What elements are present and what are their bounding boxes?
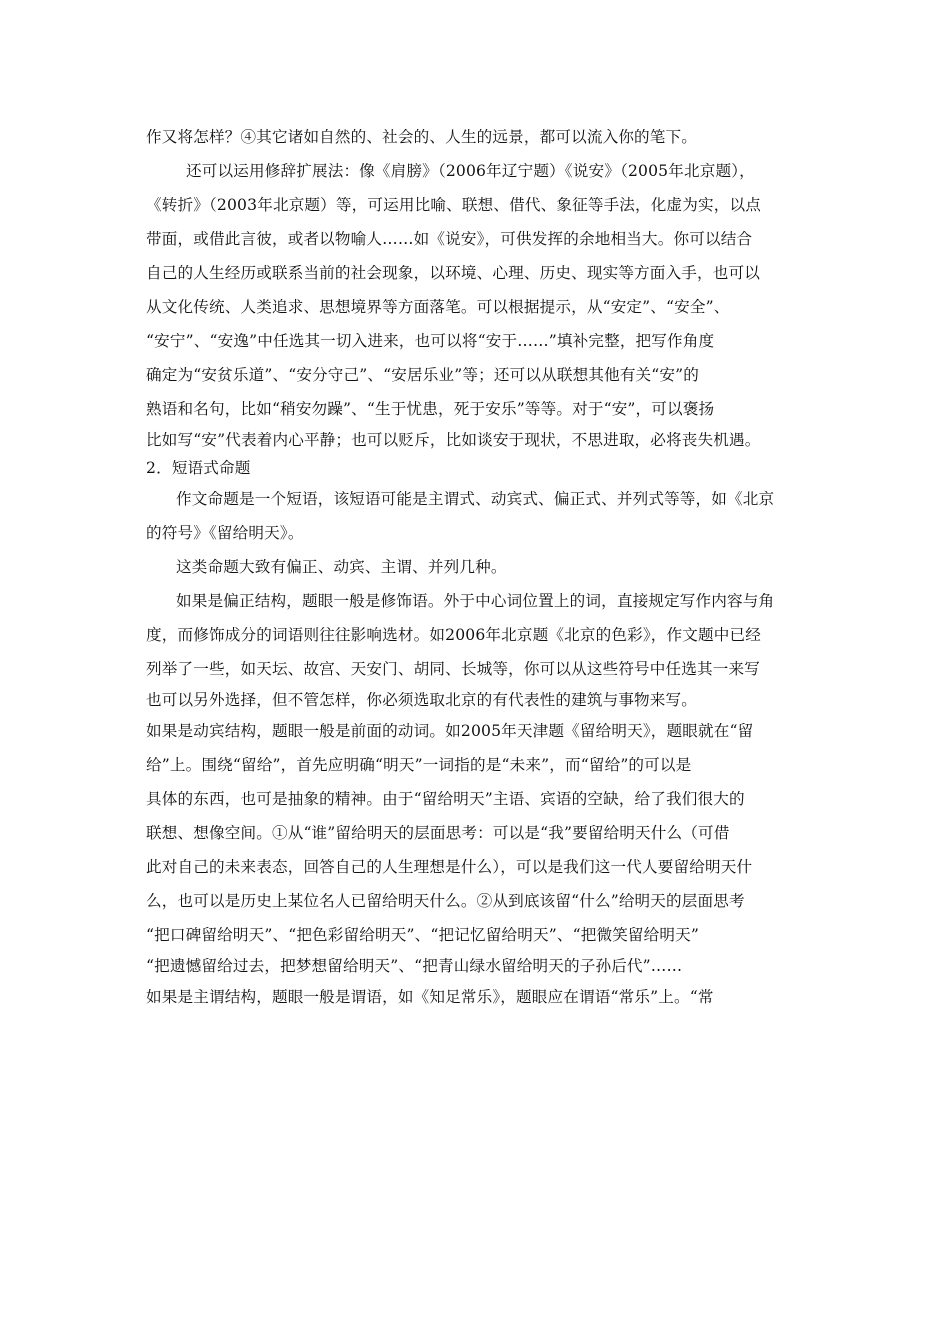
text-line: 度，而修饰成分的词语则往往影响选材。如2006年北京题《北京的色彩》，作文题中已经 — [146, 626, 762, 644]
text-line: 如果是偏正结构，题眼一般是修饰语。外于中心词位置上的词，直接规定写作内容与角 — [176, 592, 775, 610]
text-line: 自己的人生经历或联系当前的社会现象，以环境、心理、历史、现实等方面入手，也可以 — [146, 264, 761, 282]
text-line: 这类命题大致有偏正、动宾、主谓、并列几种。 — [176, 558, 507, 576]
text-line: 么，也可以是历史上某位名人已留给明天什么。②从到底该留“什么”给明天的层面思考 — [146, 892, 745, 910]
text-line: “把口碑留给明天”、“把色彩留给明天”、“把记忆留给明天”、“把微笑留给明天” — [146, 926, 700, 944]
text-line: 《转折》（2003年北京题）等，可运用比喻、联想、借代、象征等手法，化虚为实，以点 — [146, 196, 762, 214]
body-text — [146, 120, 810, 1014]
section-heading: 2．短语式命题 — [146, 459, 251, 477]
text-line: 还可以运用修辞扩展法：像《肩膀》（2006年辽宁题）《说安》（2005年北京题）， — [186, 162, 755, 180]
text-line: 作又将怎样？④其它诸如自然的、社会的、人生的远景，都可以流入你的笔下。 — [146, 128, 698, 146]
text-line: 给”上。围绕“留给”，首先应明确“明天”一词指的是“未来”，而“留给”的可以是 — [146, 756, 692, 774]
text-line: 列举了一些，如天坛、故宫、天安门、胡同、长城等，你可以从这些符号中任选其一来写 — [146, 660, 761, 678]
text-line: 确定为“安贫乐道”、“安分守己”、“安居乐业”等；还可以从联想其他有关“安”的 — [146, 366, 700, 384]
text-line: 熟语和名句，比如“稍安勿躁”、“生于忧患，死于安乐”等等。对于“安”，可以褒扬 — [146, 400, 715, 418]
text-line: 如果是主谓结构，题眼一般是谓语，如《知足常乐》，题眼应在谓语“常乐”上。“常 — [146, 988, 714, 1006]
text-line: 联想、想像空间。①从“谁”留给明天的层面思考：可以是“我”要留给明天什么（可借 — [146, 824, 730, 842]
text-line: 比如写“安”代表着内心平静；也可以贬斥，比如谈安于现状，不思进取，必将丧失机遇。 — [146, 431, 761, 449]
text-line: 从文化传统、人类追求、思想境界等方面落笔。可以根据提示，从“安定”、“安全”、 — [146, 298, 730, 316]
text-line: 的符号》《留给明天》。 — [146, 524, 304, 542]
text-line: 作文命题是一个短语，该短语可能是主谓式、动宾式、偏正式、并列式等等，如《北京 — [176, 490, 775, 508]
text-line: 如果是动宾结构，题眼一般是前面的动词。如2005年天津题《留给明天》，题眼就在“留 — [146, 722, 754, 740]
text-line: “安宁”、“安逸”中任选其一切入进来，也可以将“安于……”填补完整，把写作角度 — [146, 332, 715, 350]
text-line: 此对自己的未来表态，回答自己的人生理想是什么），可以是我们这一代人要留给明天什 — [146, 858, 753, 876]
text-line: “把遗憾留给过去，把梦想留给明天”、“把青山绿水留给明天的子孙后代”…… — [146, 957, 683, 975]
text-line: 带面，或借此言彼，或者以物喻人……如《说安》，可供发挥的余地相当大。你可以结合 — [146, 230, 753, 248]
text-line: 也可以另外选择，但不管怎样，你必须选取北京的有代表性的建筑与事物来写。 — [146, 691, 698, 709]
text-line: 具体的东西，也可是抽象的精神。由于“留给明天”主语、宾语的空缺，给了我们很大的 — [146, 790, 745, 808]
